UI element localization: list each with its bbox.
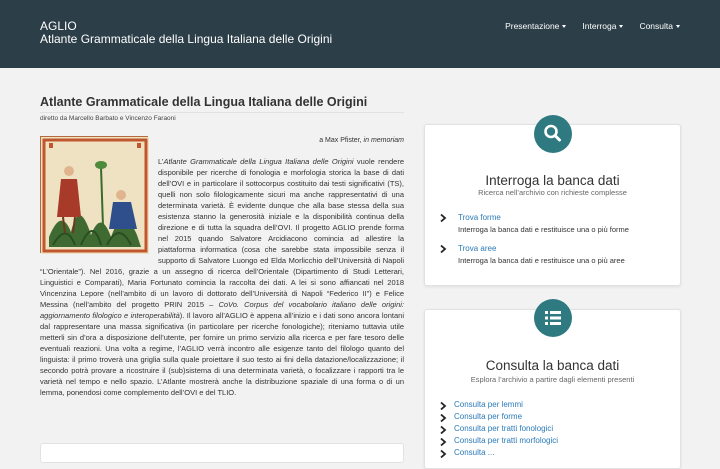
p-part2: ). Il lavoro all’AGLIO è appena all’inizio e i dati sono ancora lontani dal rappresentare una massa significativa (in particolare per ricerche fonologiche); riteniamo tuttavia utile metterli sin d’ora a disposizione dell’utente, per fornire un primo servizio alla ricerca e per fare tesoro delle eventuali reazioni. Una volta a regime, l’AGLIO verrà incontro alle esigenze tanto del filologo quanto del linguista: il primo troverà una griglia sulla quale proiettare il suo testo ai fini della datazione/localizzazione; il secondo potrà provare a ricostruire il (sub)sistema di una determinata varietà, o focalizzare i rapporti tra le varietà nel tempo e nello spazio. L’Atlante mostrerà anche la distribuzione spaziale di una forma o di un lemma, ponendosi come complemento dell’OVI e del TLIO. — [40, 311, 404, 397]
chevron-right-icon — [439, 401, 447, 411]
consulta-more-link[interactable]: Consulta ... — [454, 448, 495, 457]
dedication-text: a Max Pfister, — [319, 137, 364, 144]
nav-consulta-label: Consulta — [639, 21, 673, 31]
search-icon — [534, 115, 572, 153]
brand[interactable] — [40, 20, 332, 46]
main-nav — [505, 21, 680, 31]
interroga-panel — [424, 124, 681, 286]
caret-down-icon — [562, 25, 566, 28]
nav-presentazione-label: Presentazione — [505, 21, 560, 31]
page-title: Atlante Grammaticale della Lingua Italiana delle Origini — [40, 95, 368, 109]
chevron-right-icon — [439, 213, 447, 223]
p-italic2: CoVo. Corpus del vocabolario italiano delle origini: aggiornamento filologico e interoperabilità — [40, 300, 404, 320]
interroga-subtitle: Ricerca nell’archivio con richieste complesse — [478, 188, 627, 197]
consulta-panel — [424, 309, 681, 469]
list-icon — [534, 299, 572, 337]
caret-down-icon — [619, 25, 623, 28]
miniature-image — [40, 136, 148, 253]
bottom-card — [40, 443, 404, 463]
consulta-lemmi-link[interactable]: Consulta per lemmi — [454, 400, 523, 409]
trova-aree-link[interactable]: Trova aree — [458, 244, 497, 253]
top-navbar — [0, 0, 720, 68]
consulta-forme-link[interactable]: Consulta per forme — [454, 412, 523, 421]
consulta-subtitle: Esplora l’archivio a partire dagli elementi presenti — [470, 375, 635, 384]
consulta-title: Consulta la banca dati — [485, 358, 620, 373]
chevron-right-icon — [439, 425, 447, 435]
dedication-italic: in memoriam — [363, 137, 404, 144]
chevron-right-icon — [439, 413, 447, 423]
nav-interroga-label: Interroga — [582, 21, 617, 31]
nav-presentazione[interactable] — [505, 21, 566, 31]
nav-interroga[interactable] — [582, 21, 623, 31]
trova-aree-desc: Interroga la banca dati e restituisce una o più aree — [458, 256, 625, 265]
brand-name[interactable]: AGLIO — [40, 19, 77, 33]
p-lead: L’ — [158, 157, 164, 166]
caret-down-icon — [676, 25, 680, 28]
consulta-fonologici-link[interactable]: Consulta per tratti fonologici — [454, 424, 554, 433]
consulta-morfologici-link[interactable]: Consulta per tratti morfologici — [454, 436, 559, 445]
interroga-title: Interroga la banca dati — [485, 173, 620, 188]
brand-tagline[interactable]: Atlante Grammaticale della Lingua Italiana delle Origini — [40, 32, 333, 46]
chevron-right-icon — [439, 437, 447, 447]
trova-forme-desc: Interroga la banca dati e restituisce una o più forme — [458, 225, 629, 234]
chevron-right-icon — [439, 449, 447, 459]
p-title-italic: Atlante Grammaticale della Lingua Italiana delle Origini — [163, 157, 354, 166]
title-divider — [40, 112, 404, 113]
article-body — [40, 136, 404, 398]
trova-forme-link[interactable]: Trova forme — [458, 213, 501, 222]
chevron-right-icon — [439, 244, 447, 254]
nav-consulta[interactable] — [639, 21, 680, 31]
p-part1: vuole rendere disponibile per ricerche di fonologia e morfologia storica la base di dati dell’OVI e in particolare il sottocorpus costituito dai testi significativi (TS), quelli non solo filologicamente sicuri ma anche rappresentativi di una determinata varietà. È evidente dunque che alla base stessa della sua esistenza stanno la generosità iniziale e la disponibilità continua della direzione e di tutta la squadra dell’OVI. Il progetto AGLIO prende forma nel 2015 quando Salvatore Arcidiacono comincia ad allestire la piattaforma informatica (cosa che sarebbe stata impossibile senza il supporto di Salvatore Luongo ed Elda Morlicchio dell’Università di Napoli “L’Orientale”). Nel 2016, grazie a un assegno di ricerca dell’Orientale (Dipartimento di Studi Letterari, Linguistici e Comparati), Maria Fortunato comincia la raccolta dei dati. A lei si sono affiancati nel 2018 Vincenzina Lepore (nell’ambito di un lavoro di dottorato dell’Università di Napoli “Federico II”) e Felice Messina (nell’ambito del progetto PRIN 2015 – — [40, 157, 404, 309]
page-subtitle: diretto da Marcello Barbato e Vincenzo Faraoni — [40, 115, 176, 122]
